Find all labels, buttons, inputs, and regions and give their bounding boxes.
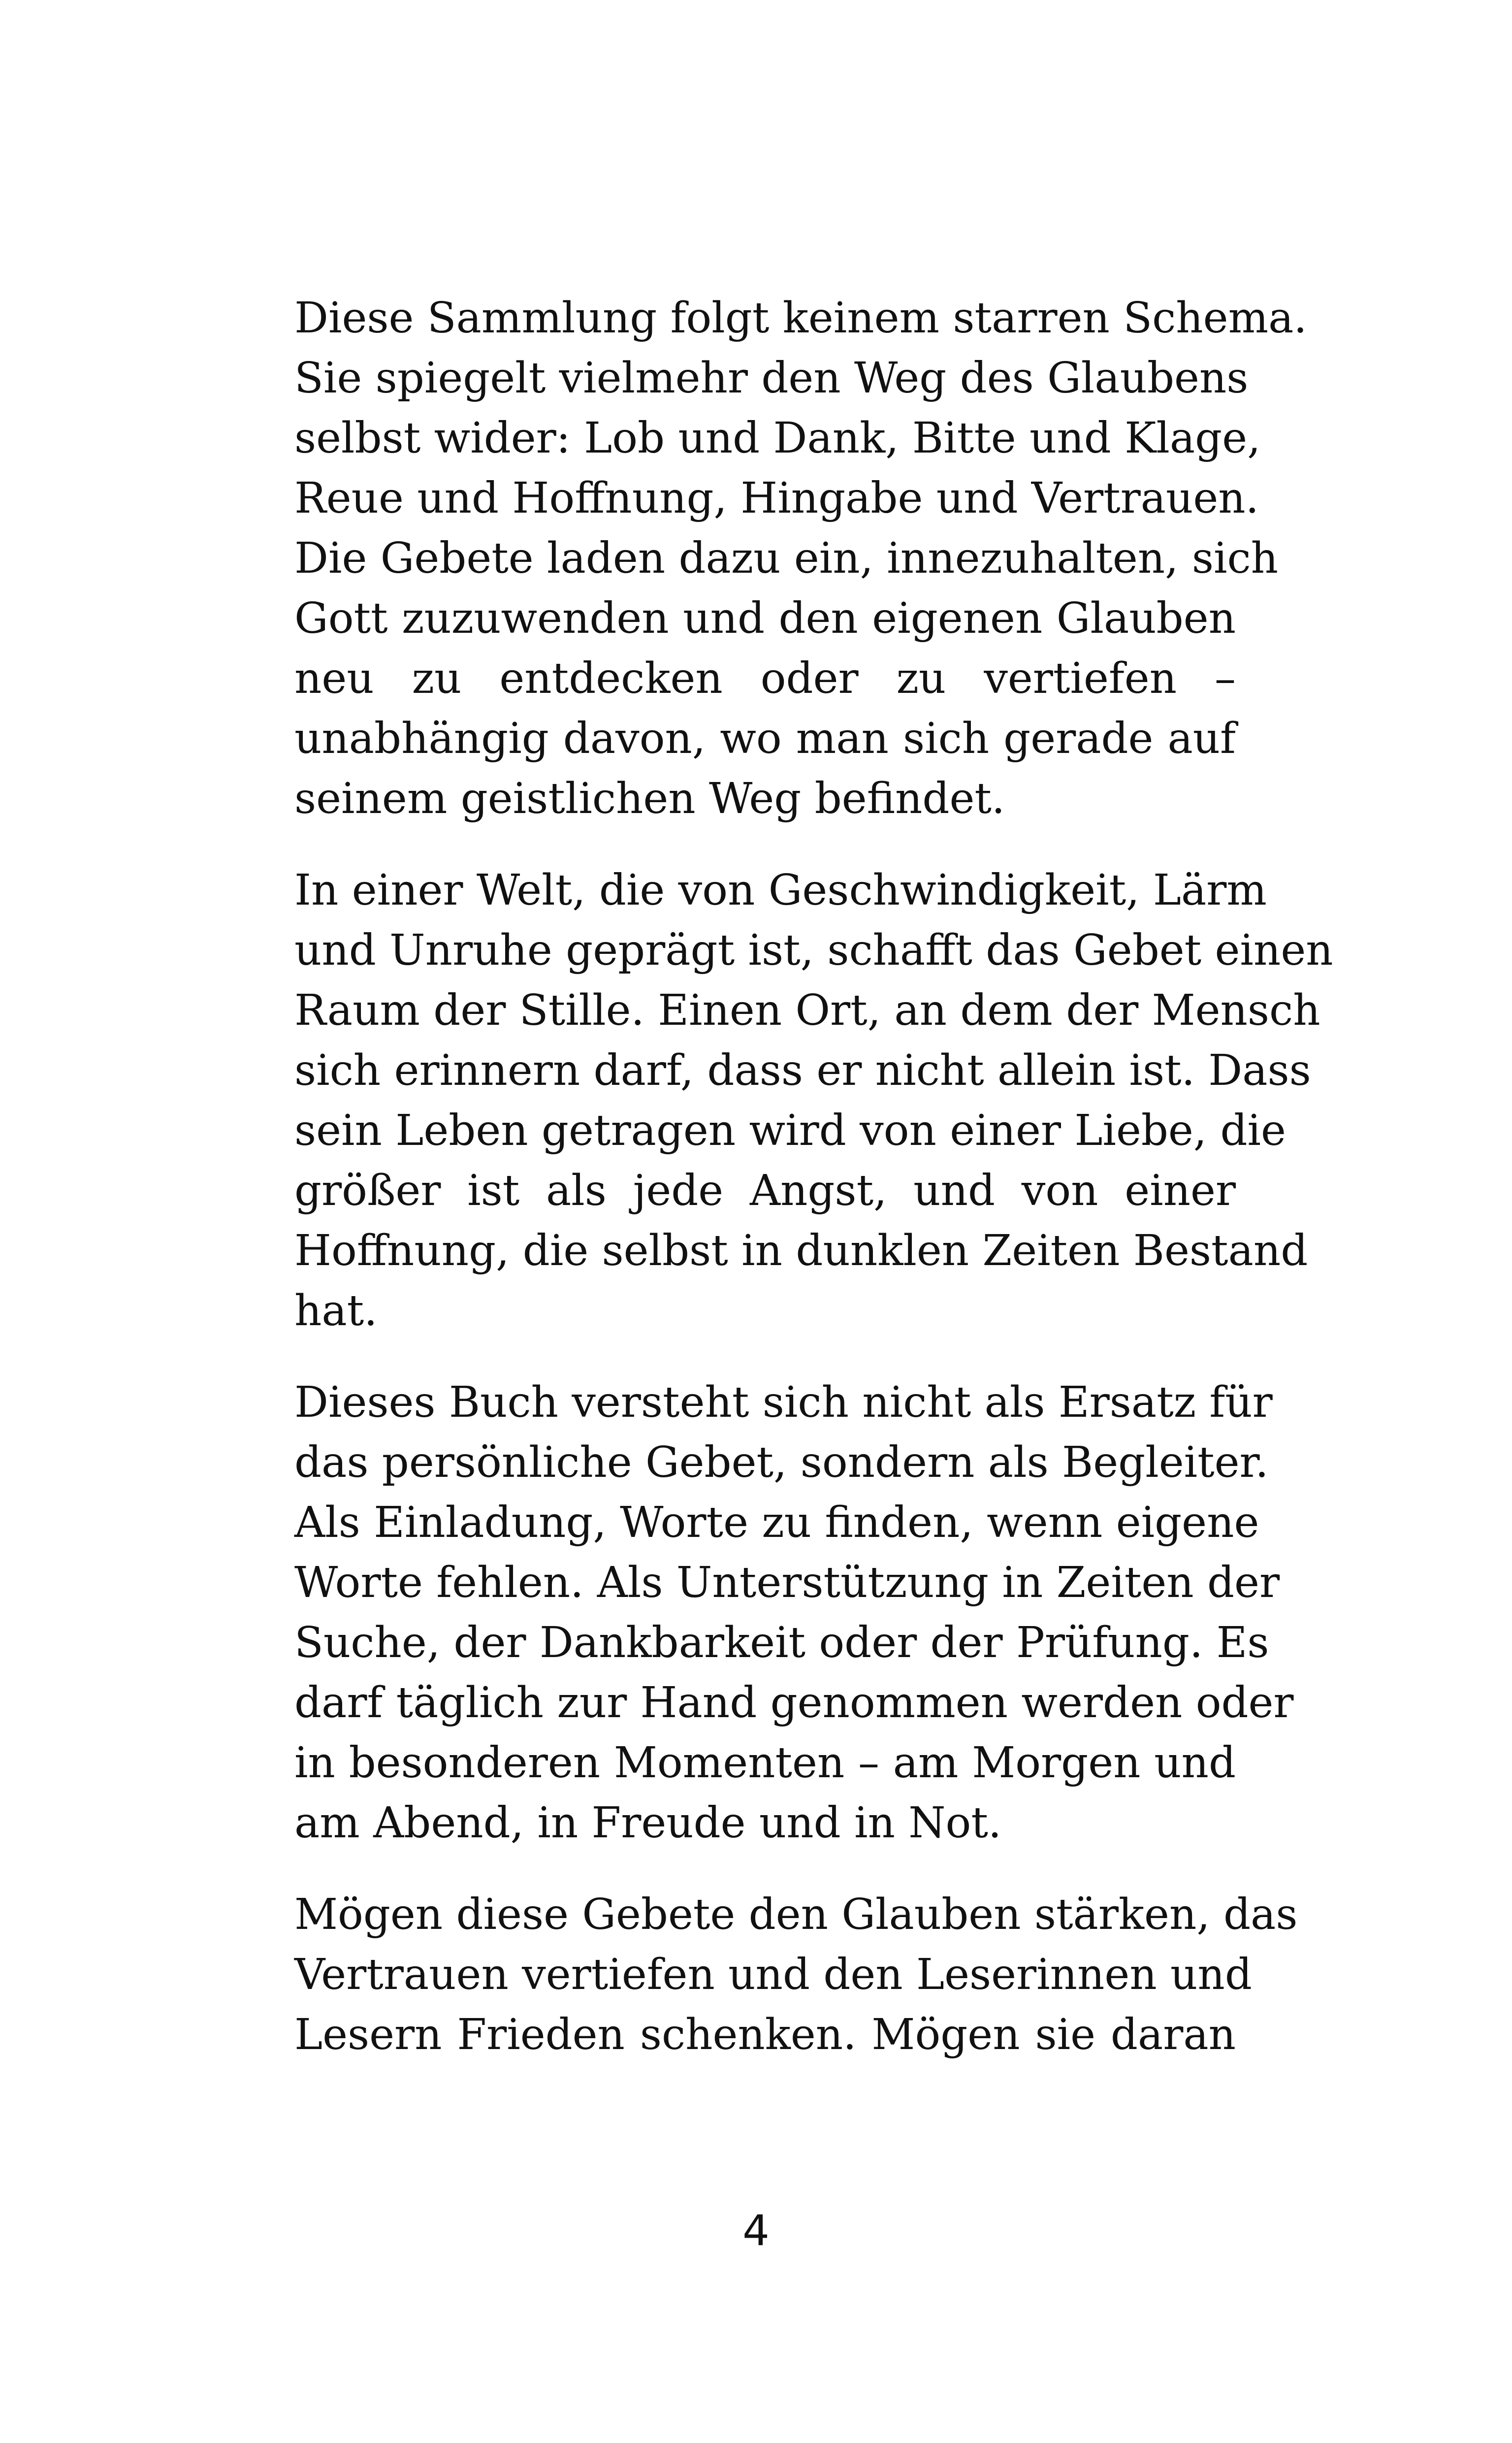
text-line: in besonderen Momenten – am Morgen und bbox=[294, 1738, 1236, 1788]
text-line: unabhängig davon, wo man sich gerade auf bbox=[294, 714, 1236, 763]
text-line: In einer Welt, die von Geschwindigkeit, Lärm bbox=[294, 866, 1267, 915]
paragraph-3 bbox=[294, 1372, 1294, 1853]
text-line: am Abend, in Freude und in Not. bbox=[294, 1798, 1002, 1848]
text-line: Vertrauen vertiefen und den Leserinnen und bbox=[294, 1950, 1252, 1999]
text-line: Reue und Hoffnung, Hingabe und Vertrauen. bbox=[294, 474, 1259, 523]
text-line: Mögen diese Gebete den Glauben stärken, das bbox=[294, 1890, 1298, 1939]
text-line: Lesern Frieden schenken. Mögen sie daran bbox=[294, 2010, 1236, 2059]
text-line: Worte fehlen. Als Unterstützung in Zeiten der bbox=[294, 1558, 1280, 1607]
text-line: hat. bbox=[294, 1286, 378, 1336]
paragraph-4 bbox=[294, 1885, 1298, 2065]
text-line: neu zu entdecken oder zu vertiefen – bbox=[294, 654, 1236, 703]
paragraph-2 bbox=[294, 860, 1333, 1341]
text-line: seinem geistlichen Weg befindet. bbox=[294, 774, 1005, 823]
body-text bbox=[294, 288, 1333, 2096]
text-line: Die Gebete laden dazu ein, innezuhalten, sich bbox=[294, 534, 1279, 583]
text-line: Raum der Stille. Einen Ort, an dem der Mensch bbox=[294, 986, 1320, 1035]
text-line: darf täglich zur Hand genommen werden oder bbox=[294, 1678, 1294, 1727]
text-line: Als Einladung, Worte zu finden, wenn eigene bbox=[294, 1498, 1259, 1547]
text-line: Sie spiegelt vielmehr den Weg des Glaubens bbox=[294, 354, 1249, 403]
text-line: sich erinnern darf, dass er nicht allein ist. Dass bbox=[294, 1046, 1311, 1095]
paragraph-1 bbox=[294, 288, 1307, 829]
text-line: Dieses Buch versteht sich nicht als Ersatz für bbox=[294, 1378, 1273, 1427]
text-line: das persönliche Gebet, sondern als Begleiter. bbox=[294, 1438, 1269, 1487]
text-line: Hoffnung, die selbst in dunklen Zeiten Bestand bbox=[294, 1226, 1308, 1275]
page-number: 4 bbox=[742, 2206, 770, 2255]
text-line: und Unruhe geprägt ist, schafft das Gebet einen bbox=[294, 926, 1333, 975]
text-line: Diese Sammlung folgt keinem starren Schema. bbox=[294, 293, 1307, 343]
text-line: sein Leben getragen wird von einer Liebe, die bbox=[294, 1106, 1286, 1155]
text-line: Gott zuzuwenden und den eigenen Glauben bbox=[294, 594, 1236, 643]
text-line: größer ist als jede Angst, und von einer bbox=[294, 1166, 1236, 1215]
text-line: selbst wider: Lob und Dank, Bitte und Klage, bbox=[294, 414, 1261, 463]
text-line: Suche, der Dankbarkeit oder der Prüfung. Es bbox=[294, 1618, 1269, 1667]
